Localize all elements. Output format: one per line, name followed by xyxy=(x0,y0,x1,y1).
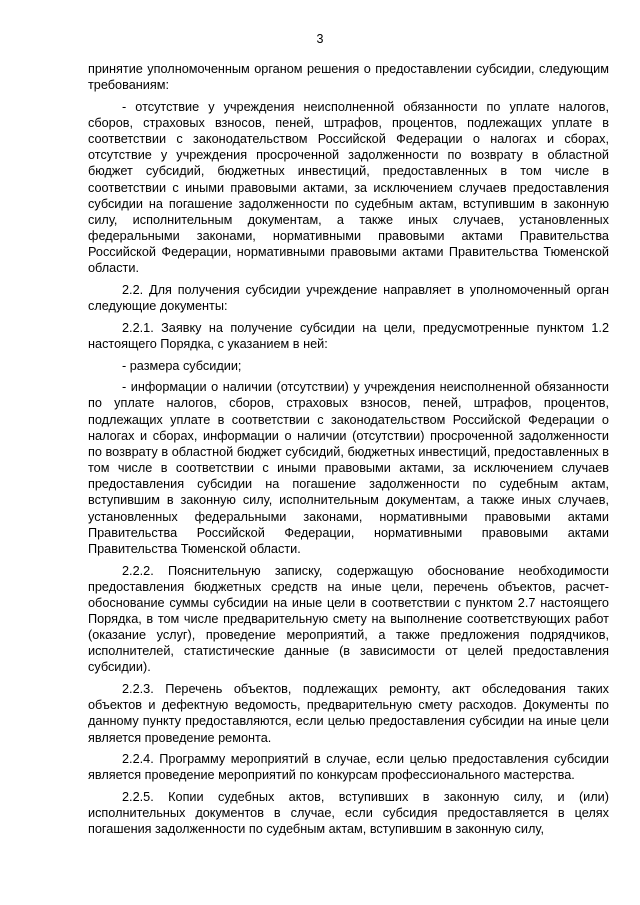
paragraph-debt-information: - информации о наличии (отсутствии) у учреждения неисполненной обязанности по уплате налогов, сборов, страховых взносов, пеней, штрафов, процентов, подлежащих уплате в соответствии с законодательством Российской Федерации о налогах и сборах, информации о наличии (отсутствии) просроченной задолженности по возврату в областной бюджет субсидий, бюджетных инвестиций, предоставленных в том числе в соответствии с иными правовыми актами, за исключением случаев предоставления субсидии на погашение задолженности по судебным актам, вступившим в законную силу, исполнительным документам, а также иных случаев, установленных федеральными законами, нормативными правовыми актами Правительства Российской Федерации, нормативными правовыми актами Правительства Тюменской области. xyxy=(88,380,609,556)
paragraph-2-2: 2.2. Для получения субсидии учреждение направляет в уполномоченный орган следующие документы: xyxy=(88,283,609,314)
paragraph-2-2-3: 2.2.3. Перечень объектов, подлежащих ремонту, акт обследования таких объектов и дефектную ведомость, предварительную смету расходов. Документы по данному пункту предоставляются, если целью предоставления субсидии на иные цели является проведение ремонта. xyxy=(88,682,609,745)
paragraph-2-2-5: 2.2.5. Копии судебных актов, вступивших в законную силу, и (или) исполнительных документов в случае, если субсидия предоставляется в целях погашения задолженности по судебным актам, вступившим в законную силу, xyxy=(88,790,609,837)
document-body xyxy=(88,61,609,843)
paragraph-intro-continuation: принятие уполномоченным органом решения о предоставлении субсидии, следующим требованиям: xyxy=(88,62,609,93)
paragraph-2-2-4: 2.2.4. Программу мероприятий в случае, если целью предоставления субсидии является проведение мероприятий по конкурсам профессионального мастерства. xyxy=(88,752,609,783)
page-number: 3 xyxy=(316,32,324,46)
paragraph-subsidy-amount: - размера субсидии; xyxy=(122,358,242,373)
paragraph-2-2-1: 2.2.1. Заявку на получение субсидии на цели, предусмотренные пунктом 1.2 настоящего Порядка, с указанием в ней: xyxy=(88,320,609,351)
paragraph-requirement-no-debt: - отсутствие у учреждения неисполненной обязанности по уплате налогов, сборов, страховых взносов, пеней, штрафов, процентов, подлежащих уплате в соответствии с законодательством Российской Федерации о налогах и сборах, отсутствие у учреждения просроченной задолженности по возврату в областной бюджет субсидий, бюджетных инвестиций, предоставленных в том числе в соответствии с иными правовыми актами, за исключением случаев предоставления субсидии на погашение задолженности по судебным актам, вступившим в законную силу, исполнительным документам, а также иных случаев, установленных федеральными законами, нормативными правовыми актами Правительства Российской Федерации, нормативными правовыми актами Правительства Тюменской области. xyxy=(88,99,609,276)
paragraph-2-2-2: 2.2.2. Пояснительную записку, содержащую обоснование необходимости предоставления бюджетных средств на иные цели, перечень объектов, расчет-обоснование суммы субсидии на иные цели в соответствии с пунктом 2.7 настоящего Порядка, в том числе предварительную смету на выполнение соответствующих работ (оказание услуг), проведение мероприятий, а также предложения подрядчиков, исполнителей, статистические данные (в зависимости от целей предоставления субсидии). xyxy=(88,563,609,675)
